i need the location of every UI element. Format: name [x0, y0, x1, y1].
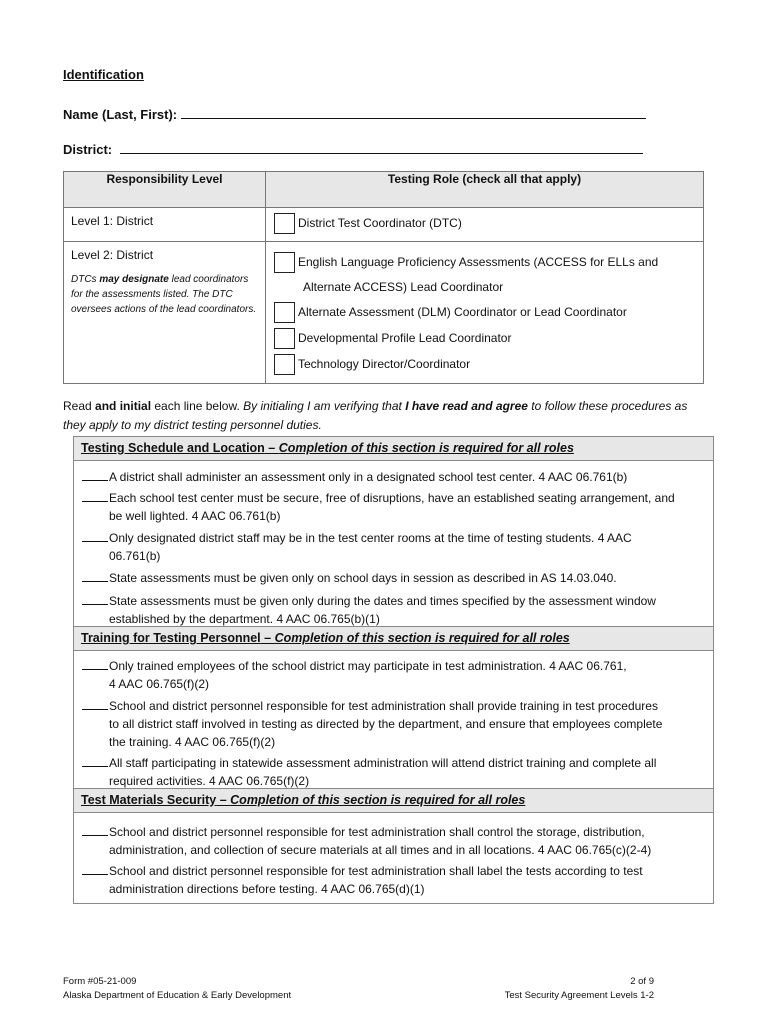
list-item: All staff participating in statewide assessment administration will attend district training and complete all required activities. 4 AAC 06.765(f)(2): [82, 754, 703, 790]
name-input-line[interactable]: [181, 106, 646, 119]
role-elp[interactable]: [266, 249, 703, 275]
list-item: School and district personnel responsible for test administration shall provide training in test procedures to all district staff involved in testing as directed by the department, and ensure that employees complete the training. 4 AAC 06.765(f)(2): [82, 697, 703, 751]
section-header-training: Training for Testing Personnel – Completion of this section is required for all roles: [74, 626, 713, 651]
level-1-roles-cell: [266, 208, 704, 242]
district-field[interactable]: [63, 141, 643, 157]
technology-director-label: Technology Director/Coordinator: [298, 357, 471, 371]
agreement-panel: [73, 436, 714, 904]
list-item: Only trained employees of the school district may participate in test administration. 4 AAC 06.761, 4 AAC 06.765(f)(2): [82, 657, 703, 693]
elp-label-cont: Alternate ACCESS) Lead Coordinator: [303, 280, 504, 294]
elp-checkbox[interactable]: [274, 252, 295, 273]
responsibility-level-header: Responsibility Level: [64, 172, 266, 208]
dtc-checkbox[interactable]: [274, 213, 295, 234]
section-header-materials-security: Test Materials Security – Completion of this section is required for all roles: [74, 788, 713, 813]
document-title: Test Security Agreement Levels 1-2: [504, 990, 654, 1001]
identification-heading: Identification: [63, 67, 144, 82]
initial-blank[interactable]: [82, 756, 108, 767]
initial-blank[interactable]: [82, 864, 108, 875]
initial-blank[interactable]: [82, 470, 108, 481]
developmental-profile-checkbox[interactable]: [274, 328, 295, 349]
level-2-roles-cell: [266, 242, 704, 384]
level-2-note: DTCs may designate lead coordinators for the assessments listed. The DTC oversees actions of the lead coordinators.: [71, 274, 257, 315]
department-name: Alaska Department of Education & Early Development: [63, 990, 292, 1001]
alternate-assessment-label: Alternate Assessment (DLM) Coordinator or Lead Coordinator: [298, 305, 627, 319]
list-item: Each school test center must be secure, free of disruptions, have an established seating arrangement, and be well lighted. 4 AAC 06.761(b): [82, 489, 703, 525]
level-1-cell: [64, 208, 266, 242]
footer-left: [63, 975, 291, 1003]
initial-blank[interactable]: [82, 825, 108, 836]
initial-blank[interactable]: [82, 594, 108, 605]
level-1-label: Level 1: District: [71, 214, 154, 228]
role-technology-director[interactable]: [266, 351, 703, 377]
role-developmental-profile[interactable]: [266, 325, 703, 351]
list-item: State assessments must be given only during the dates and times specified by the assessment window established by the department. 4 AAC 06.765(b)(1): [82, 592, 703, 628]
alternate-assessment-checkbox[interactable]: [274, 302, 295, 323]
developmental-profile-label: Developmental Profile Lead Coordinator: [298, 331, 512, 345]
district-label: District:: [63, 142, 113, 157]
form-number: Form #05-21-009: [63, 976, 137, 987]
initial-blank[interactable]: [82, 531, 108, 542]
list-item: School and district personnel responsible for test administration shall label the tests according to test administration directions before testing. 4 AAC 06.765(d)(1): [82, 862, 703, 898]
initial-blank[interactable]: [82, 659, 108, 670]
initial-blank[interactable]: [82, 699, 108, 710]
initial-blank[interactable]: [82, 491, 108, 502]
list-item: State assessments must be given only on school days in session as described in AS 14.03.040.: [82, 569, 703, 587]
name-field[interactable]: [63, 106, 646, 122]
list-item: School and district personnel responsible for test administration shall control the storage, distribution, administration, and collection of secure materials at all times and in all locations. 4 AAC 06.765(c)(2-4): [82, 823, 703, 859]
role-alternate-assessment[interactable]: [266, 299, 703, 325]
page-number: 2 of 9: [630, 976, 654, 987]
responsibility-role-table: [63, 171, 704, 384]
level-2-cell: [64, 242, 266, 384]
list-item: Only designated district staff may be in the test center rooms at the time of testing students. 4 AAC 06.761(b): [82, 529, 703, 565]
technology-director-checkbox[interactable]: [274, 354, 295, 375]
section-header-testing-schedule: Testing Schedule and Location – Completion of this section is required for all roles: [74, 437, 713, 461]
district-input-line[interactable]: [120, 141, 643, 154]
dtc-label: District Test Coordinator (DTC): [298, 216, 462, 230]
initial-blank[interactable]: [82, 571, 108, 582]
testing-role-header: Testing Role (check all that apply): [266, 172, 704, 208]
name-label: Name (Last, First):: [63, 107, 178, 122]
role-dtc[interactable]: [266, 210, 703, 236]
level-2-label: Level 2: District: [71, 248, 154, 262]
footer-right: [505, 975, 654, 1003]
list-item: A district shall administer an assessment only in a designated school test center. 4 AAC 06.761(b): [82, 468, 703, 486]
elp-label: English Language Proficiency Assessments (ACCESS for ELLs and: [298, 255, 659, 269]
instructions: Read and initial each line below. By initialing I am verifying that I have read and agree to follow these procedures as they apply to my district testing personnel duties.: [63, 399, 688, 432]
